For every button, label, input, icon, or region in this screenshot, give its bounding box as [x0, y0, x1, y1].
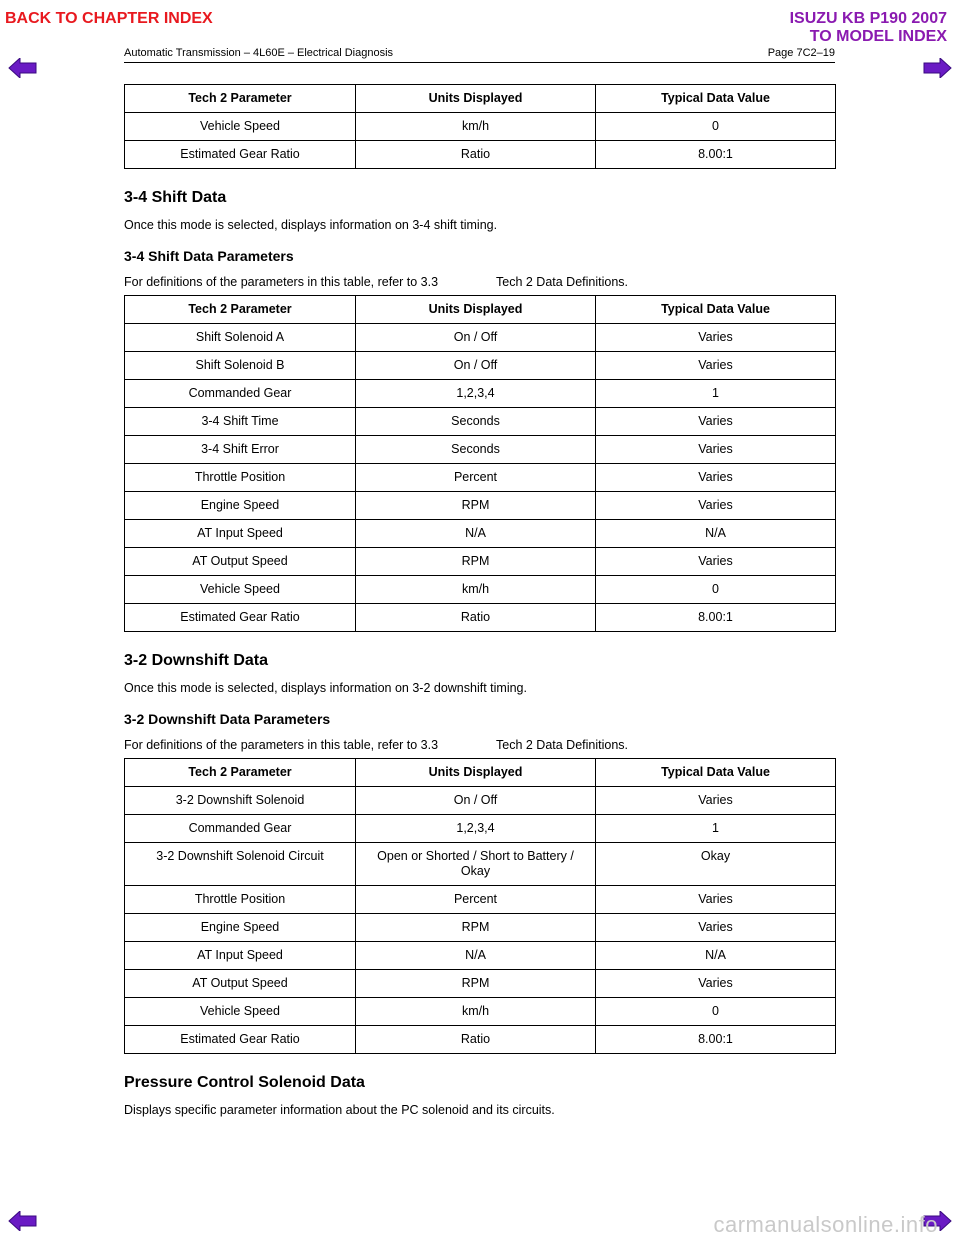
header-rule — [124, 62, 835, 63]
cell-units: RPM — [356, 548, 596, 576]
cell-parameter: AT Input Speed — [125, 520, 356, 548]
table-row — [125, 324, 836, 352]
cell-typical: 8.00:1 — [596, 141, 836, 169]
cell-units: N/A — [356, 520, 596, 548]
page-number: Page 7C2–19 — [767, 47, 835, 59]
cell-parameter: Commanded Gear — [125, 380, 356, 408]
section-intro-3-2-downshift: Once this mode is selected, displays information on 3-2 downshift timing. — [124, 681, 527, 695]
header-units: Units Displayed — [356, 85, 596, 113]
cell-typical: 1 — [596, 815, 836, 843]
model-index-link[interactable] — [790, 10, 947, 46]
table-row — [125, 380, 836, 408]
watermark: carmanualsonline.info — [713, 1212, 938, 1237]
cell-typical: N/A — [596, 942, 836, 970]
cell-units: 1,2,3,4 — [356, 380, 596, 408]
table-row — [125, 942, 836, 970]
cell-typical: Varies — [596, 914, 836, 942]
table-header-row — [125, 85, 836, 113]
cell-typical: 0 — [596, 113, 836, 141]
cell-typical: Varies — [596, 464, 836, 492]
table-row — [125, 787, 836, 815]
cell-parameter: Throttle Position — [125, 464, 356, 492]
downshift-3-2-table — [124, 758, 836, 1054]
cell-units: 1,2,3,4 — [356, 815, 596, 843]
cell-typical: Varies — [596, 886, 836, 914]
cell-parameter: Vehicle Speed — [125, 998, 356, 1026]
table-row — [125, 604, 836, 632]
table-row — [125, 1026, 836, 1054]
table-row — [125, 113, 836, 141]
cell-parameter: Estimated Gear Ratio — [125, 141, 356, 169]
cell-typical: 0 — [596, 576, 836, 604]
cell-typical: Varies — [596, 408, 836, 436]
back-to-chapter-index-link[interactable]: BACK TO CHAPTER INDEX — [5, 10, 213, 27]
ref-left: For definitions of the parameters in this table, refer to 3.3 — [124, 275, 439, 289]
table-row — [125, 998, 836, 1026]
header-typical: Typical Data Value — [596, 759, 836, 787]
cell-typical: Varies — [596, 970, 836, 998]
cell-parameter: 3-4 Shift Time — [125, 408, 356, 436]
cell-parameter: Shift Solenoid A — [125, 324, 356, 352]
cell-typical: Varies — [596, 436, 836, 464]
table-header-row — [125, 759, 836, 787]
cell-units: RPM — [356, 970, 596, 998]
cell-units: RPM — [356, 914, 596, 942]
subheading-3-2-downshift-parameters: 3-2 Downshift Data Parameters — [124, 711, 331, 727]
cell-units: km/h — [356, 113, 596, 141]
header-typical: Typical Data Value — [596, 85, 836, 113]
cell-parameter: Engine Speed — [125, 492, 356, 520]
cell-units: On / Off — [356, 352, 596, 380]
table-row — [125, 492, 836, 520]
section-intro-3-4-shift: Once this mode is selected, displays information on 3-4 shift timing. — [124, 218, 498, 232]
cell-parameter: 3-2 Downshift Solenoid Circuit — [125, 843, 356, 886]
header-parameter: Tech 2 Parameter — [125, 296, 356, 324]
table-row — [125, 352, 836, 380]
next-page-arrow-icon[interactable] — [922, 58, 952, 78]
table-row — [125, 815, 836, 843]
cell-units: Ratio — [356, 1026, 596, 1054]
ref-left: For definitions of the parameters in this table, refer to 3.3 — [124, 738, 439, 752]
section-intro-pressure-control: Displays specific parameter information about the PC solenoid and its circuits. — [124, 1103, 555, 1117]
table-row — [125, 970, 836, 998]
cell-parameter: AT Input Speed — [125, 942, 356, 970]
page-content — [124, 84, 835, 1117]
cell-typical: N/A — [596, 520, 836, 548]
header-parameter: Tech 2 Parameter — [125, 759, 356, 787]
cell-units: RPM — [356, 492, 596, 520]
cell-typical: 8.00:1 — [596, 604, 836, 632]
cell-parameter: Estimated Gear Ratio — [125, 604, 356, 632]
cell-units: N/A — [356, 942, 596, 970]
cell-typical: 8.00:1 — [596, 1026, 836, 1054]
cell-parameter: Shift Solenoid B — [125, 352, 356, 380]
model-title[interactable]: ISUZU KB P190 2007 — [789, 10, 947, 27]
table-row — [125, 408, 836, 436]
cell-typical: Varies — [596, 548, 836, 576]
table-row — [125, 141, 836, 169]
cell-units: km/h — [356, 576, 596, 604]
cell-typical: 0 — [596, 998, 836, 1026]
section-heading-3-4-shift: 3-4 Shift Data — [124, 189, 227, 206]
prev-page-arrow-bottom-icon[interactable] — [8, 1211, 38, 1231]
to-model-index[interactable]: TO MODEL INDEX — [809, 28, 947, 45]
cell-units: km/h — [356, 998, 596, 1026]
header-typical: Typical Data Value — [596, 296, 836, 324]
ref-right: Tech 2 Data Definitions. — [496, 275, 629, 289]
table-row — [125, 548, 836, 576]
table-header-row — [125, 296, 836, 324]
cell-units: Percent — [356, 886, 596, 914]
definitions-reference — [124, 738, 835, 752]
table-row — [125, 843, 836, 886]
cell-typical: Varies — [596, 492, 836, 520]
table-row — [125, 464, 836, 492]
table-row — [125, 576, 836, 604]
header-units: Units Displayed — [356, 759, 596, 787]
cell-parameter: AT Output Speed — [125, 970, 356, 998]
table-row — [125, 520, 836, 548]
header-parameter: Tech 2 Parameter — [125, 85, 356, 113]
cell-typical: 1 — [596, 380, 836, 408]
cell-typical: Okay — [596, 843, 836, 886]
shift-3-4-table — [124, 295, 836, 632]
cell-parameter: Vehicle Speed — [125, 576, 356, 604]
cell-units: On / Off — [356, 787, 596, 815]
table-row — [125, 914, 836, 942]
cell-parameter: Throttle Position — [125, 886, 356, 914]
subheading-3-4-shift-parameters: 3-4 Shift Data Parameters — [124, 248, 294, 264]
cell-units: Seconds — [356, 408, 596, 436]
definitions-reference — [124, 275, 835, 289]
cell-typical: Varies — [596, 324, 836, 352]
cell-typical: Varies — [596, 787, 836, 815]
table-row — [125, 436, 836, 464]
cell-parameter: AT Output Speed — [125, 548, 356, 576]
prev-page-arrow-icon[interactable] — [8, 58, 38, 78]
cell-units: Percent — [356, 464, 596, 492]
section-heading-pressure-control: Pressure Control Solenoid Data — [124, 1074, 365, 1091]
running-title: Automatic Transmission – 4L60E – Electrical Diagnosis — [124, 47, 394, 59]
cell-typical: Varies — [596, 352, 836, 380]
cell-parameter: Estimated Gear Ratio — [125, 1026, 356, 1054]
cell-parameter: 3-4 Shift Error — [125, 436, 356, 464]
ref-right: Tech 2 Data Definitions. — [496, 738, 629, 752]
cell-units: Open or Shorted / Short to Battery / Okay — [356, 843, 596, 886]
vehicle-data-table — [124, 84, 836, 169]
table-row — [125, 886, 836, 914]
section-heading-3-2-downshift: 3-2 Downshift Data — [124, 652, 269, 669]
header-units: Units Displayed — [356, 296, 596, 324]
cell-parameter: Engine Speed — [125, 914, 356, 942]
cell-units: Seconds — [356, 436, 596, 464]
cell-units: On / Off — [356, 324, 596, 352]
cell-units: Ratio — [356, 141, 596, 169]
cell-parameter: Commanded Gear — [125, 815, 356, 843]
cell-parameter: 3-2 Downshift Solenoid — [125, 787, 356, 815]
cell-units: Ratio — [356, 604, 596, 632]
cell-parameter: Vehicle Speed — [125, 113, 356, 141]
